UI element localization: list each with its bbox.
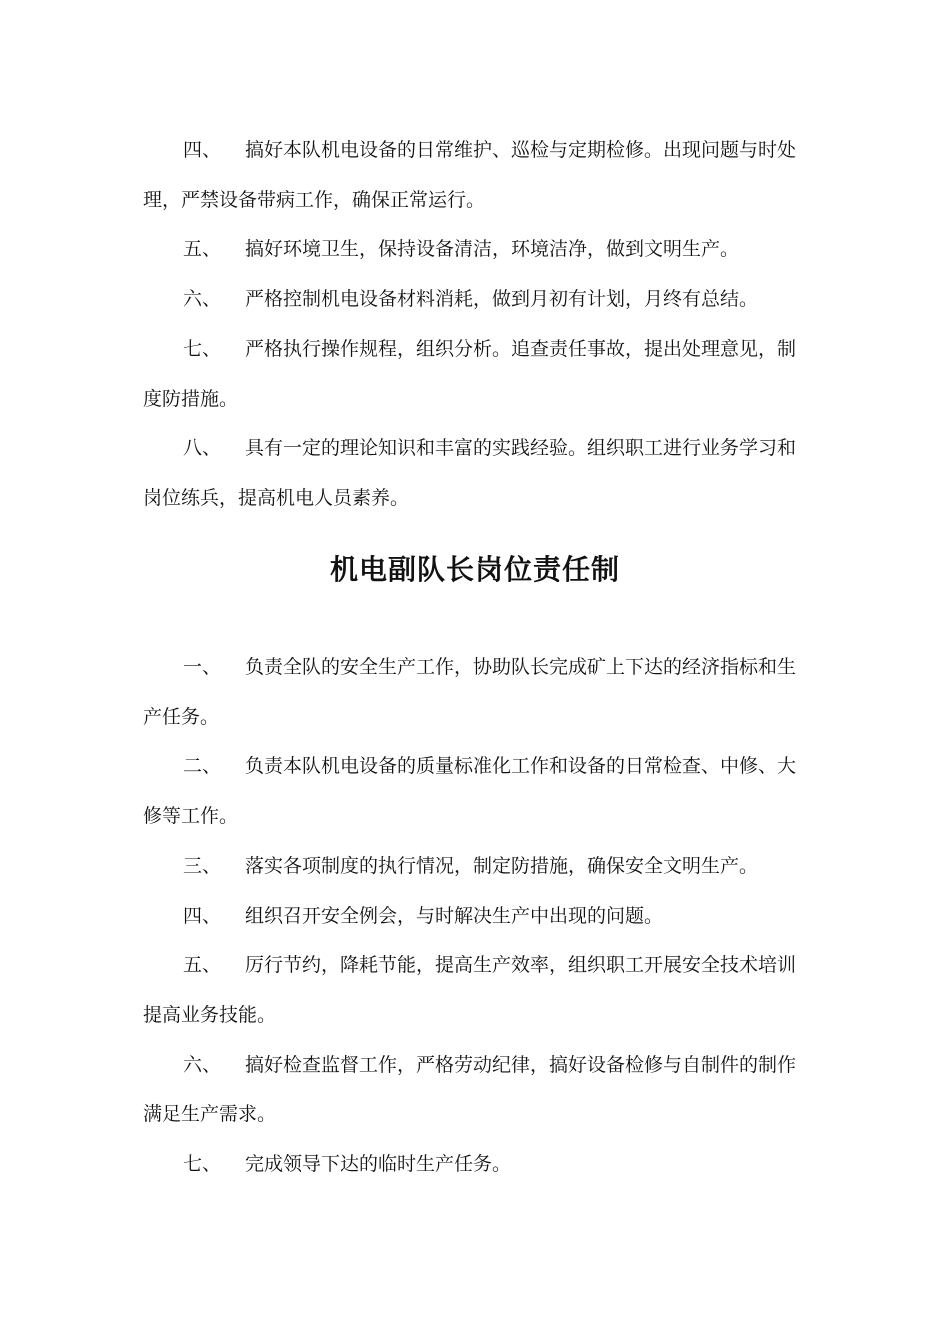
list-item [143, 424, 813, 523]
list-item [143, 892, 813, 942]
list-item [143, 941, 813, 1040]
section-title: 机电副队长岗位责任制 [329, 553, 620, 586]
item-number: 七、 [183, 1153, 222, 1176]
item-text: 搞好本队机电设备的日常维护、巡检与定期检修。出现问题与时处理，严禁设备带病工作，确保正常运行。 [143, 139, 797, 211]
item-text: 落实各项制度的执行情况，制定防措施，确保安全文明生产。 [245, 854, 759, 877]
list-item [143, 275, 813, 325]
duty-list-previous [143, 126, 813, 524]
item-number: 一、 [183, 656, 222, 678]
item-text: 完成领导下达的临时生产任务。 [245, 1153, 512, 1176]
list-item [143, 325, 813, 424]
item-text: 负责本队机电设备的质量标准化工作和设备的日常检查、中修、大修等工作。 [143, 755, 797, 828]
list-item [143, 643, 813, 742]
item-number: 七、 [183, 337, 222, 360]
list-item [143, 842, 813, 892]
item-number: 五、 [183, 954, 222, 977]
list-item [143, 126, 813, 225]
item-number: 五、 [183, 238, 222, 261]
item-text: 负责全队的安全生产工作，协助队长完成矿上下达的经济指标和生产任务。 [143, 656, 797, 728]
item-text: 搞好环境卫生，保持设备清洁，环境洁净，做到文明生产。 [245, 238, 740, 261]
list-item [143, 742, 813, 841]
item-text: 搞好检查监督工作，严格劳动纪律，搞好设备检修与自制件的制作满足生产需求。 [143, 1053, 797, 1126]
item-number: 四、 [183, 904, 222, 927]
item-number: 四、 [183, 139, 222, 161]
item-number: 三、 [183, 854, 222, 877]
list-item [143, 1140, 813, 1190]
duty-list-deputy-captain [143, 643, 813, 1190]
item-number: 二、 [183, 755, 222, 778]
item-number: 六、 [183, 288, 222, 311]
item-text: 具有一定的理论知识和丰富的实践经验。组织职工进行业务学习和岗位练兵，提高机电人员素养。 [143, 437, 797, 509]
item-text: 严格执行操作规程，组织分析。追查责任事故，提出处理意见，制度防措施。 [143, 337, 797, 410]
item-text: 厉行节约，降耗节能，提高生产效率，组织职工开展安全技术培训提高业务技能。 [143, 954, 797, 1026]
item-text: 组织召开安全例会，与时解决生产中出现的问题。 [245, 904, 664, 927]
item-number: 六、 [183, 1053, 222, 1076]
list-item [143, 225, 813, 275]
list-item [143, 1041, 813, 1140]
item-text: 严格控制机电设备材料消耗，做到月初有计划，月终有总结。 [245, 288, 759, 311]
item-number: 八、 [183, 437, 222, 460]
